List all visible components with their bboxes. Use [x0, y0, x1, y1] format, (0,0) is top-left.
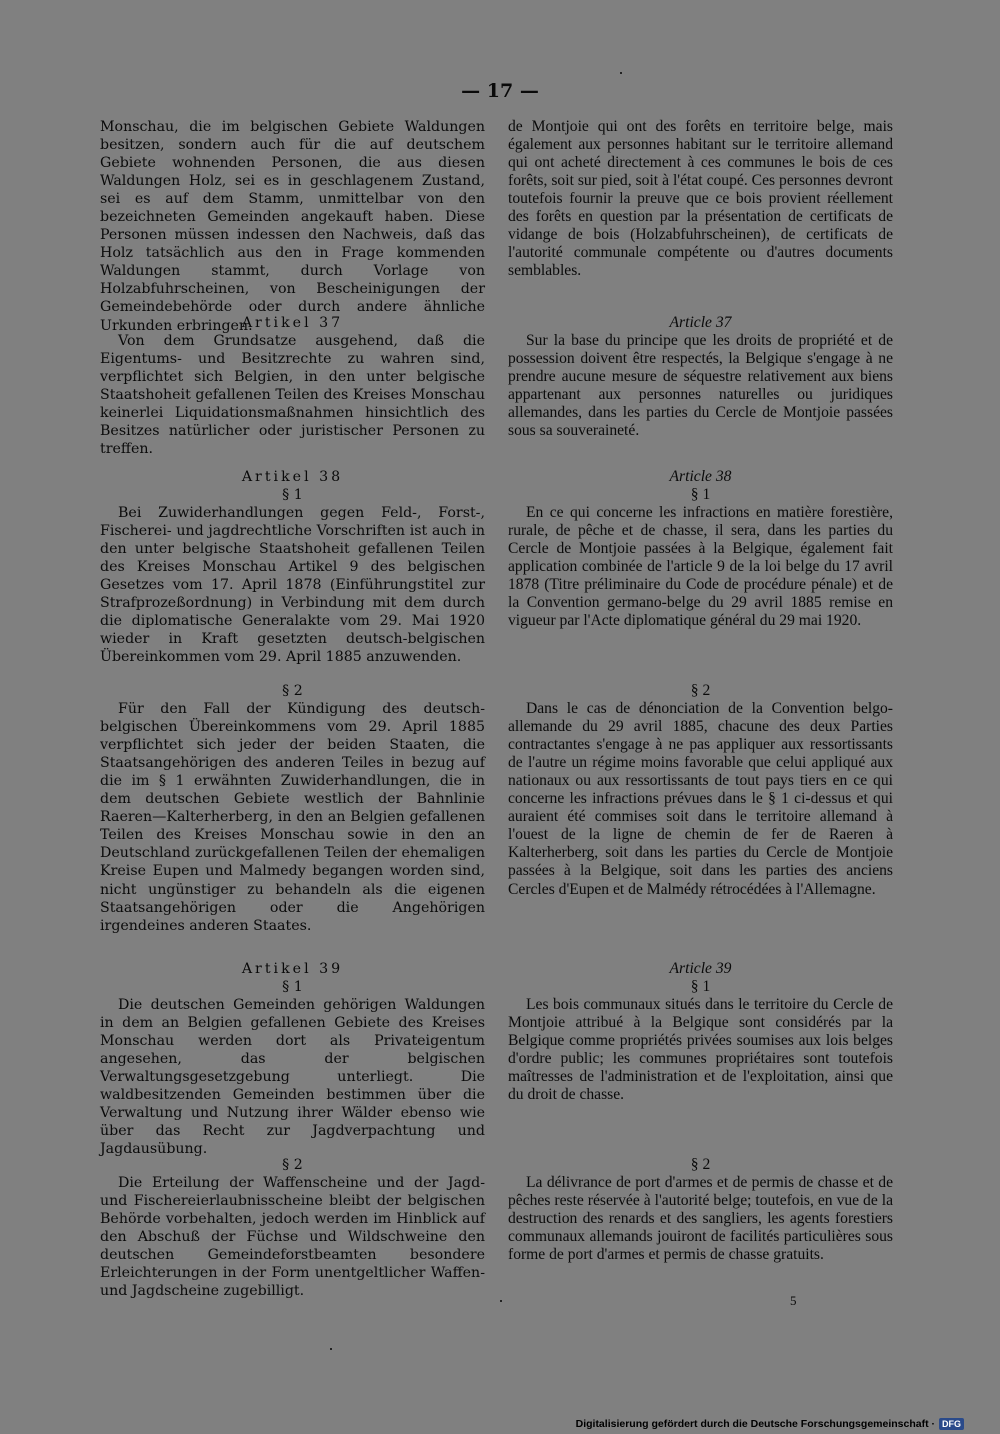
- page-number: 5: [790, 1293, 797, 1308]
- digitization-footer: [576, 1418, 964, 1430]
- fr-article-37: [508, 314, 893, 440]
- dfg-logo-icon: DFG: [939, 1418, 964, 1430]
- de-article-37-text: Von dem Grundsatze ausgehend, daß die Eigentums- und Besitzrechte zu wahren sind, verpflichtet sich Belgien, in den unter belgische Staatshoheit gefallenen Teilen des Kreises Monschau keinerlei Liquidationsmaßnahmen hinsichtlich des Besitzes natürlicher oder juristischer Personen zu treffen.: [100, 333, 485, 458]
- scan-speck: [620, 72, 622, 74]
- de-article-39-section-1-text: Die deutschen Gemeinden gehörigen Waldungen in dem an Belgien gefallenen Gebiete des Kreises Monschau werden dort als Privateigentum angesehen, das der belgischen Verwaltungsgesetzgebung unterliegt. Die waldbesitzenden Gemeinden bestimmen über die Verwaltung und Nutzung ihrer Wälder ebenso wie über das Recht zur Jagdverpachtung und Jagdausübung.: [100, 997, 485, 1158]
- fr-article-38-section-2-text: Dans le cas de dénonciation de la Convention belgo-allemande du 29 avril 1885, chacune des deux Parties contractantes s'engage à ne pas appliquer aux ressortissants de l'autre un régime moins favorable que celui appliqué aux nationaux ou aux ressortissants de tout pays tiers en ce qui concerne les infractions prévues dans le § 1 ci-dessus et qui auraient été commises soit dans le territoire allemand à l'ouest de la ligne de chemin de fer de Raeren à Kalterherberg, soit dans les parties du Cercle de Montjoie passées à la Belgique, soit dans les parties des anciens Cercles d'Eupen et de Malmédy rétrocédées à l'Allemagne.: [508, 700, 893, 898]
- fr-article-39-s2: [508, 1156, 893, 1264]
- de-article-38-section-2-text: Für den Fall der Kündigung des deutsch-belgischen Übereinkommens vom 29. April 1885 verpflichtet sich jeder der beiden Staaten, die Staatsangehörigen des anderen Teiles in bezug auf die im § 1 erwähnten Zuwiderhandlungen, die in dem deutschen Gebiete westlich der Bahnlinie Raeren—Kalterherberg, in den an Belgien gefallenen Teilen des Kreises Monschau sowie in den an Deutschland zurückgefallenen Teilen der ehemaligen Kreise Eupen und Malmedy begangen worden sind, nicht ungünstiger zu behandeln als die eigenen Staatsangehörigen oder die Angehörigen irgendeines anderen Staates.: [100, 701, 485, 934]
- de-article-39-s2: [100, 1156, 485, 1300]
- de-article-39: [100, 960, 485, 1159]
- page-header: — 17 —: [461, 80, 539, 102]
- fr-article-39-section-1-text: Les bois communaux situés dans le territoire du Cercle de Montjoie attribué à la Belgique sont considérés par la Belgique comme propriétés privées soumises aux lois belges d'ordre public; les communes propriétaires sont toutefois maîtresses de l'administration et de l'exploitation, ainsi que du droit de chasse.: [508, 996, 893, 1104]
- fr-article-39-section-2-text: La délivrance de port d'armes et de permis de chasse et de pêches reste réservée à l'autorité belge; toutefois, en vue de la destruction des renards et des sangliers, les agents forestiers communaux allemands jouiront de facilités particulières sous forme de port d'armes et permis de chasse gratuits.: [508, 1174, 893, 1264]
- de-article-38-s2: [100, 682, 485, 935]
- de-article-38: [100, 468, 485, 667]
- fr-article-39-section-1: § 1: [690, 978, 711, 996]
- scan-speck: [500, 1300, 502, 1302]
- de-article-39-section-2: § 2: [282, 1157, 303, 1173]
- de-article-39-section-2-text: Die Erteilung der Waffenscheine und der Jagd- und Fischereierlaubnisscheine bleibt der belgischen Behörde vorbehalten, jedoch werden im Hinblick auf den Abschuß der Füchse und Wildschweine den deutschen Gemeindeforstbeamten besondere Erleichterungen in der Form unentgeltlicher Waffen- und Jagdscheine zugebilligt.: [100, 1175, 485, 1300]
- fr-article-38-section-1: § 1: [690, 486, 711, 504]
- fr-article-38: [508, 468, 893, 630]
- de-article-38-section-2: § 2: [282, 683, 303, 699]
- fr-article-39-section-2: § 2: [690, 1156, 711, 1173]
- de-article-39-title: Artikel 39: [241, 961, 344, 977]
- de-intro-text: Monschau, die im belgischen Gebiete Waldungen besitzen, sondern auch für die auf deutschem Gebiete wohnenden Personen, die aus diesen Waldungen Holz, sei es in geschlagenem Zustand, sei es auf dem Stamm, unmittelbar von den bezeichneten Gemeinden angekauft haben. Diese Personen müssen indessen den Nachweis, daß das Holz tatsächlich aus den in Frage kommenden Waldungen stammt, durch Vorlage von Holzabfuhrscheinen, von Bescheinigungen der Gemeindebehörde oder durch andere ähnliche Urkunden erbringen.: [100, 119, 485, 334]
- de-intro-block: [100, 118, 485, 335]
- fr-intro-block: [508, 118, 893, 280]
- de-article-38-section-1-text: Bei Zuwiderhandlungen gegen Feld-, Forst-, Fischerei- und jagdrechtliche Vorschriften ist auch in den unter belgische Staatshoheit gefallenen Teilen des Kreises Monschau Artikel 9 des belgischen Gesetzes vom 17. April 1878 (Einführungstitel zur Strafprozeßordnung) in Verbindung mit dem durch die diplomatische Generalakte vom 29. Mai 1920 wieder in Kraft gesetzten deutsch-belgischen Übereinkommen vom 29. April 1885 anzuwenden.: [100, 505, 485, 666]
- footer-text: Digitalisierung gefördert durch die Deutsche Forschungsgemeinschaft ·: [575, 1418, 935, 1430]
- fr-article-38-section-2: § 2: [690, 682, 711, 699]
- fr-article-38-section-1-text: En ce qui concerne les infractions en matière forestière, rurale, de pêche et de chasse, il sera, dans les parties du Cercle de Montjoie passées à la Belgique, également fait application combinée de l'article 9 de la loi belge du 17 avril 1878 (Titre préliminaire du Code de procédure pénale) et de la Convention germano-belge du 29 avril 1885 remise en vigueur par l'Acte diplomatique général du 29 mai 1920.: [508, 504, 893, 630]
- de-article-38-section-1: § 1: [282, 487, 303, 504]
- de-article-39-section-1: § 1: [282, 979, 303, 996]
- fr-intro-text: de Montjoie qui ont des forêts en territoire belge, mais également aux personnes habitant sur le territoire allemand qui ont acheté directement à ces communes le bois de ces forêts, soit sur pied, soit à l'état coupé. Ces personnes devront toutefois fournir la preuve que ce bois provient réellement des forêts en question par la présentation de certificats de vidange de bois (Holzabfuhrscheinen), de certificats de l'autorité communale compétente ou d'autres documents semblables.: [508, 118, 893, 280]
- fr-article-39-title: Article 39: [669, 960, 732, 977]
- fr-article-37-title: Article 37: [669, 314, 732, 331]
- de-article-37-title: Artikel 37: [241, 315, 344, 331]
- de-article-38-title: Artikel 38: [241, 469, 344, 485]
- fr-article-37-text: Sur la base du principe que les droits de propriété et de possession doivent être respectés, la Belgique s'engage à ne prendre aucune mesure de séquestre relativement aux biens appartenant aux personnes naturelles ou juridiques allemandes, dans les parties du Cercle de Montjoie passées sous sa souveraineté.: [508, 332, 893, 440]
- fr-article-39: [508, 960, 893, 1104]
- de-article-37: [100, 314, 485, 458]
- fr-article-38-s2: [508, 682, 893, 899]
- fr-article-38-title: Article 38: [669, 468, 732, 485]
- scan-speck: [330, 1348, 332, 1350]
